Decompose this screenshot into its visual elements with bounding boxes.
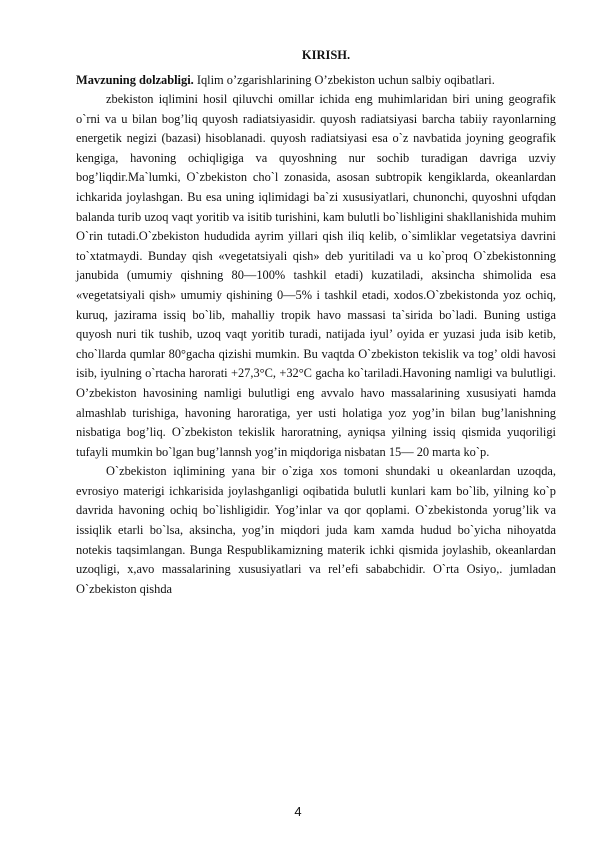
topic-text: Iqlim o’zgarishlarining O’zbekiston uchun salbiy oqibatlari. (193, 73, 495, 87)
topic-label: Mavzuning dolzabligi. (76, 73, 194, 87)
page-number: 4 (294, 804, 302, 819)
section-heading: KIRISH. (301, 48, 351, 62)
body-paragraph-1: zbekiston iqlimini hosil qiluvchi omillar ichida eng muhimlaridan biri uning geografik o`rni va u bilan bog’liq quyosh radiatsiyasidir. quyosh radiatsiyasi barcha tabiiy rayonlarning energetik negizi (bazasi) hisoblanadi. quyosh radiatsiyasi esa o`z navbatida joyning geografik kengiga, havoning ochiqligiga va quyoshning nur sochib turadigan davriga uzviy bog’liqdir.Ma`lumki, O`zbekiston cho`l zonasida, asosan subtropik kengiklarda, okeanlardan ichkarida joylashgan. Bu esa uning iqlimidagi ba`zi xususiyatlari, chunonchi, quyoshni ufqdan balanda turib uzoq vaqt yoritib va isitib turishini, kam bulutli bo`lishligini shakllanishida muhim O`rin tutadi.O`zbekiston hududida ayrim yillari qish iliq kelib, o`simliklar vegetatsiya davrini to`xtatmaydi. Bunday qish «vegetatsiyali qish» deb yuritiladi va u ko`proq O`zbekistonning janubida (umumiy qishning 80—100% tashkil etadi) kuzatiladi, aksincha shimolida esa «vegetatsiyali qish» umumiy qishining 0—5% i tashkil etadi, xodos.O`zbekistonda yoz ochiq, kuruq, jazirama issiq bo`lib, mahalliy tropik havo massasi ta`sirida bo`ladi. Buning ustiga quyosh nuri tik tushib, uzoq vaqt yoritib turadi, natijada iyul’ oyida er yuzasi juda isib ketib, cho`llarda qumlar 80°gacha qizishi mumkin. Bu vaqtda O`zbekiston tekislik va tog’ oldi havosi isib, iyulning o`rtacha harorati +27,3°C, +32°C gacha ko`tariladi.Havoning namligi va bulutligi. O’zbekiston havosining namligi bulutligi eng avvalo havo massalarining xususiyati hamda almashlab turishiga, havoning haroratiga, yer usti holatiga yoz yog’in bilan bug’lanishning nisbatiga bog’liq. O`zbekiston tekislik haroratning, ayniqsa yilning issiq qismida yuqoriligi tufayli mumkin bo`lgan bug’lannsh yog’in miqdoriga nisbatan 15— 20 marta ko`p. (76, 92, 556, 459)
body-paragraph-2: O`zbekiston iqlimining yana bir o`ziga xos tomoni shundaki u okeanlardan uzoqda, evrosiyo materigi ichkarisida joylashganligi oqibatida bulutli kunlari kam bo`lib, yilning ko`p davrida havoning ochiq bo`lishligidir. Yog’inlar va qor qoplami. O`zbekistonda yorug’lik va issiqlik etarli bo`lsa, aksincha, yog’in miqdori juda kam xamda hudud bo`yicha nihoyatda notekis taqsimlangan. Bunga Respublikamizning materik ichki qismida joylashib, okeanlardan uzoqligi, x,avo massalarining xususiyatlari va rel’efi sababchidir. O`rta Osiyo,. jumladan O`zbekiston qishda (76, 464, 556, 596)
topic-line (76, 70, 556, 90)
